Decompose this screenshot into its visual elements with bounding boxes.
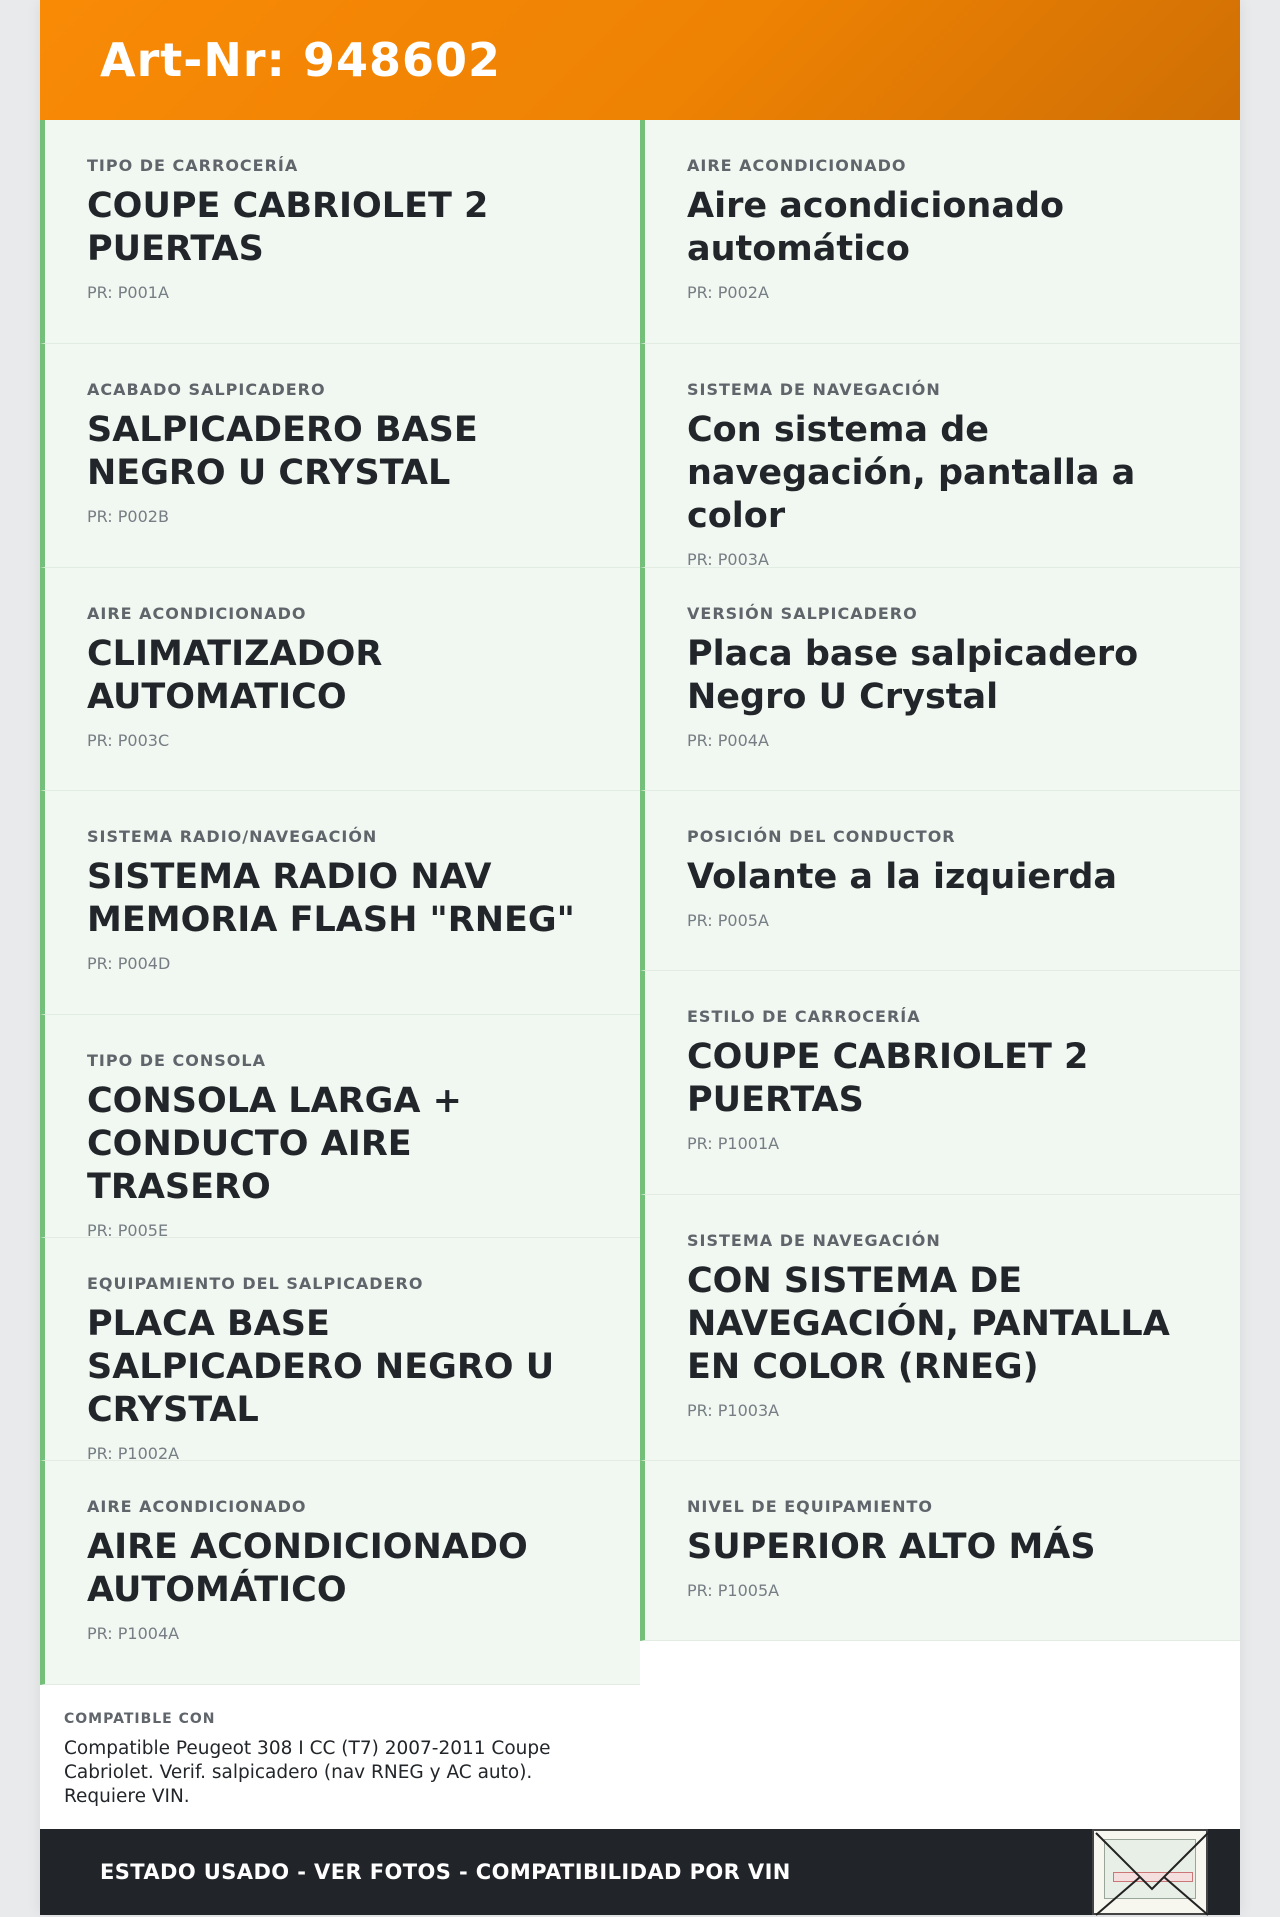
label-thumbnail (1092, 1829, 1208, 1915)
spec-card (40, 1015, 640, 1238)
left-column (40, 120, 640, 1833)
spec-value: COUPE CABRIOLET 2 PUERTAS (687, 1037, 1089, 1120)
spec-label: TIPO DE CARROCERÍA (87, 156, 299, 175)
header-bar (40, 0, 1240, 120)
spec-value: Con sistema de navegación, pantalla a color (687, 410, 1136, 536)
spec-card (40, 791, 640, 1015)
spec-value: AIRE ACONDICIONADO AUTOMÁTICO (87, 1527, 528, 1610)
spec-label: AIRE ACONDICIONADO (87, 1497, 307, 1516)
spec-value: SISTEMA RADIO NAV MEMORIA FLASH "RNEG" (87, 857, 575, 940)
envelope-icon (1094, 1831, 1210, 1917)
spec-value: Volante a la izquierda (687, 857, 1118, 897)
spec-card (40, 1461, 640, 1685)
spec-card (640, 791, 1240, 971)
spec-pr-code: PR: P1005A (687, 1581, 780, 1600)
spec-card (640, 1195, 1240, 1461)
spec-value: SALPICADERO BASE NEGRO U CRYSTAL (87, 410, 478, 493)
spec-label: EQUIPAMIENTO DEL SALPICADERO (87, 1274, 424, 1293)
spec-card (40, 568, 640, 791)
spec-label: AIRE ACONDICIONADO (87, 604, 307, 623)
article-number-title: Art-Nr: 948602 (100, 33, 502, 87)
spec-pr-code: PR: P005A (687, 911, 769, 930)
spec-pr-code: PR: P004A (687, 731, 769, 750)
spec-label: SISTEMA DE NAVEGACIÓN (687, 380, 941, 399)
spec-pr-code: PR: P1004A (87, 1624, 180, 1643)
spec-label: AIRE ACONDICIONADO (687, 156, 907, 175)
compatibility-text: Compatible Peugeot 308 I CC (T7) 2007-2011 Coupe Cabriolet. Verif. salpicadero (nav RNEG y AC auto). Requiere VIN. (64, 1738, 551, 1807)
spec-label: NIVEL DE EQUIPAMIENTO (687, 1497, 934, 1516)
spec-value: PLACA BASE SALPICADERO NEGRO U CRYSTAL (87, 1304, 555, 1430)
spec-pr-code: PR: P004D (87, 954, 171, 973)
compatibility-label: COMPATIBLE CON (64, 1711, 216, 1727)
spec-pr-code: PR: P002B (87, 507, 169, 526)
spec-label: TIPO DE CONSOLA (87, 1051, 266, 1070)
spec-pr-code: PR: P001A (87, 283, 169, 302)
spec-columns (40, 120, 1240, 1833)
spec-card (640, 1461, 1240, 1641)
spec-label: SISTEMA RADIO/NAVEGACIÓN (87, 827, 378, 846)
spec-value: CON SISTEMA DE NAVEGACIÓN, PANTALLA EN COLOR (RNEG) (687, 1261, 1170, 1387)
spec-card (640, 120, 1240, 344)
spec-pr-code: PR: P1001A (687, 1134, 780, 1153)
spec-pr-code: PR: P1003A (687, 1401, 780, 1420)
spec-card (640, 971, 1240, 1195)
spec-value: CONSOLA LARGA + CONDUCTO AIRE TRASERO (87, 1081, 462, 1207)
spec-label: POSICIÓN DEL CONDUCTOR (687, 827, 956, 846)
parts-sheet (40, 0, 1240, 1915)
spec-pr-code: PR: P002A (687, 283, 769, 302)
spec-value: Aire acondicionado automático (687, 186, 1065, 269)
spec-card (40, 344, 640, 568)
spec-label: ACABADO SALPICADERO (87, 380, 326, 399)
spec-card (40, 120, 640, 344)
spec-pr-code: PR: P003A (687, 550, 769, 569)
spec-value: Placa base salpicadero Negro U Crystal (687, 634, 1139, 717)
spec-pr-code: PR: P003C (87, 731, 170, 750)
footer-status-text: ESTADO USADO - VER FOTOS - COMPATIBILIDAD POR VIN (100, 1860, 791, 1884)
spec-label: ESTILO DE CARROCERÍA (687, 1007, 921, 1026)
spec-pr-code: PR: P005E (87, 1221, 169, 1240)
spec-pr-code: PR: P1002A (87, 1444, 180, 1463)
spec-value: CLIMATIZADOR AUTOMATICO (87, 634, 383, 717)
spec-value: SUPERIOR ALTO MÁS (687, 1527, 1096, 1567)
spec-value: COUPE CABRIOLET 2 PUERTAS (87, 186, 489, 269)
spec-label: SISTEMA DE NAVEGACIÓN (687, 1231, 941, 1250)
spec-card (40, 1238, 640, 1461)
compatibility-box (40, 1685, 640, 1833)
footer-bar (40, 1829, 1240, 1915)
spec-card (640, 568, 1240, 791)
right-column (640, 120, 1240, 1641)
spec-label: VERSIÓN SALPICADERO (687, 604, 918, 623)
spec-card (640, 344, 1240, 568)
